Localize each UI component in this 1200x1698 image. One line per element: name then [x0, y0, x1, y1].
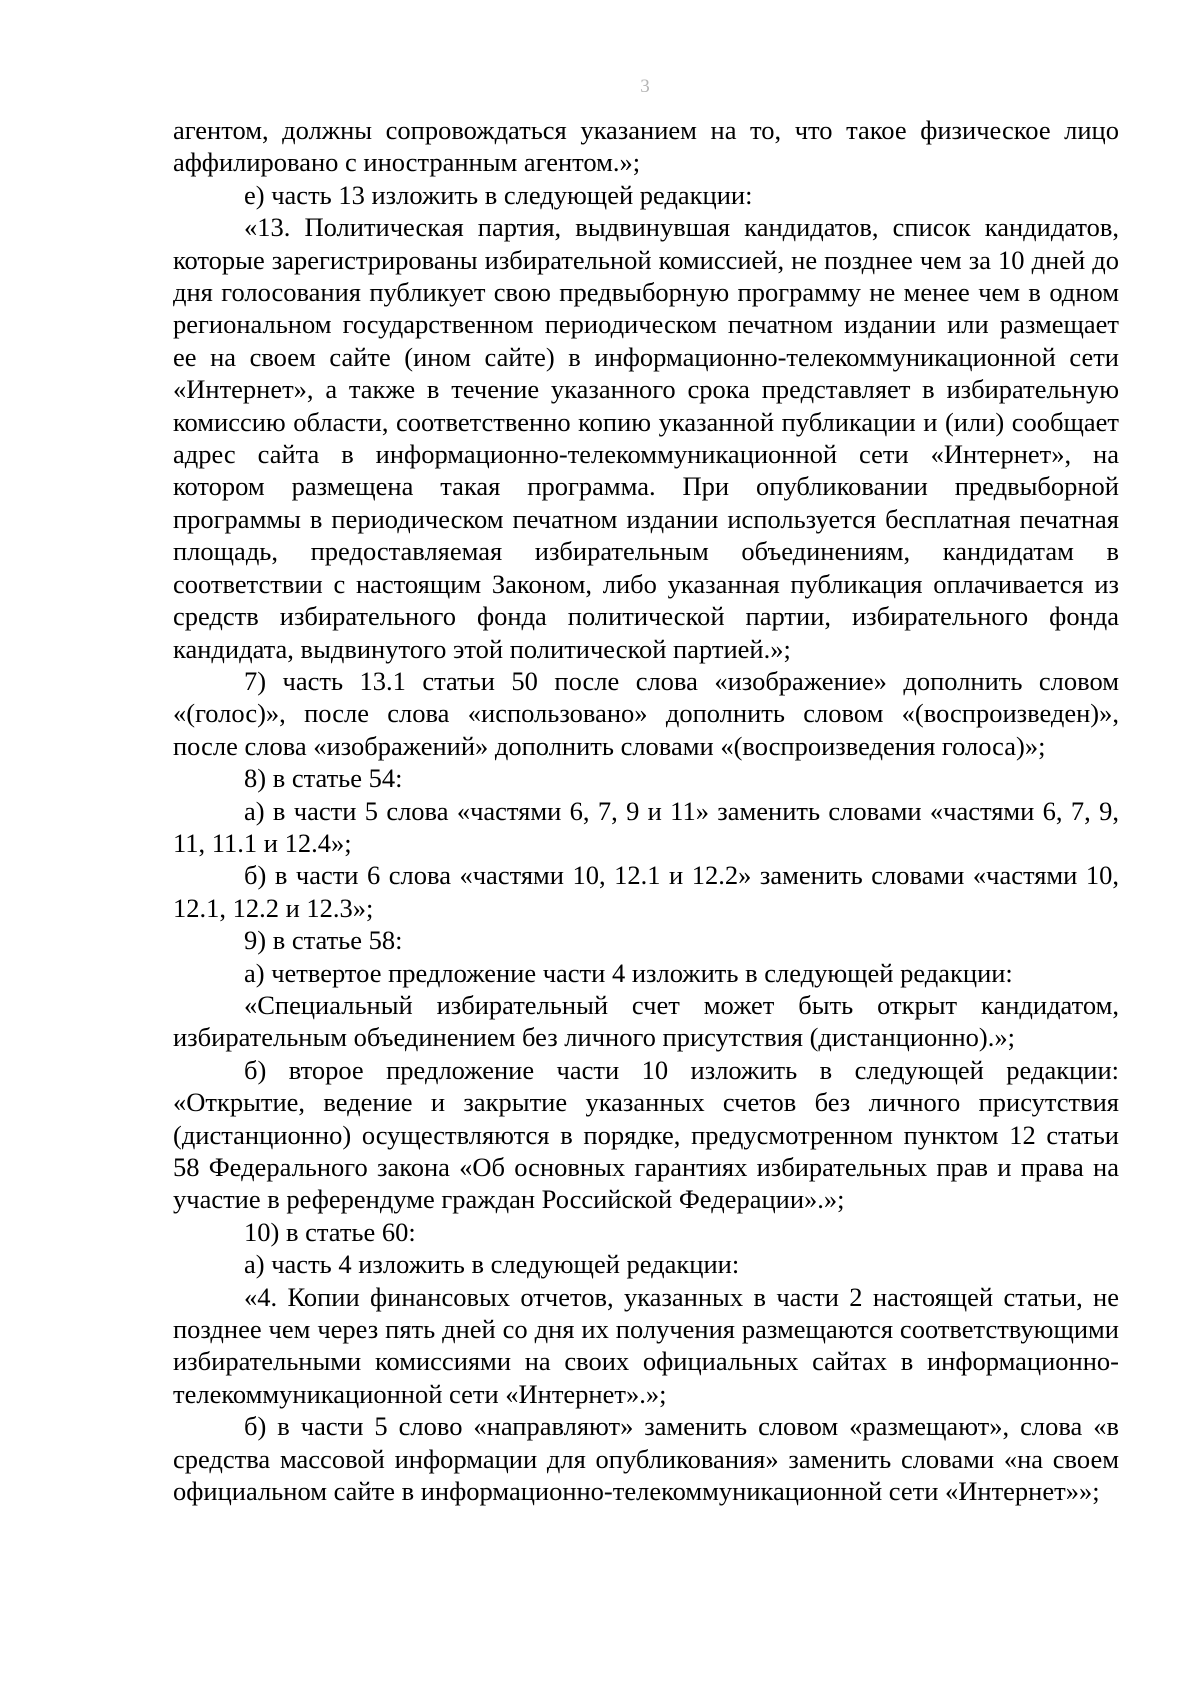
- paragraph: «Специальный избирательный счет может быть открыт кандидатом, избирательным объединением без личного присутствия (дистанционно).»;: [173, 989, 1119, 1053]
- paragraph: 10) в статье 60:: [244, 1216, 416, 1247]
- paragraph: «13. Политическая партия, выдвинувшая кандидатов, список кандидатов, которые зарегистрированы избирательной комиссией, не позднее чем за 10 дней до дня голосования публикует свою предвыборную программу не менее чем в одном региональном государственном периодическом печатном издании или размещает ее на своем сайте (ином сайте) в информационно-телекоммуникационной сети «Интернет», а также в течение указанного срока представляет в избирательную комиссию области, соответственно копию указанной публикации и (или) сообщает адрес сайта в информационно-телекоммуникационной сети «Интернет», на котором размещена такая программа. При опубликовании предвыборной программы в периодическом печатном издании используется бесплатная печатная площадь, предоставляемая избирательным объединениям, кандидатам в соответствии с настоящим Законом, либо указанная публикация оплачивается из средств избирательного фонда политической партии, избирательного фонда кандидата, выдвинутого этой политической партией.»;: [173, 212, 1119, 664]
- paragraph: б) в части 5 слово «направляют» заменить словом «размещают», слова «в средства массовой информации для опубликования» заменить словами «на своем официальном сайте в информационно-телекоммуникационной сети «Интернет»»;: [173, 1411, 1119, 1507]
- paragraph: б) второе предложение части 10 изложить в следующей редакции: «Открытие, ведение и закрытие указанных счетов без личного присутствия (дистанционно) осуществляются в порядке, предусмотренном пунктом 12 статьи 58 Федерального закона «Об основных гарантиях избирательных прав и права на участие в референдуме граждан Российской Федерации».»;: [173, 1054, 1119, 1215]
- paragraph: 9) в статье 58:: [244, 925, 403, 956]
- document-body: [173, 114, 1119, 1507]
- paragraph: б) в части 6 слова «частями 10, 12.1 и 12.2» заменить словами «частями 10, 12.1, 12.2 и 12.3»;: [173, 860, 1119, 923]
- paragraph: 8) в статье 54:: [244, 763, 403, 794]
- paragraph: 7) часть 13.1 статьи 50 после слова «изображение» дополнить словом «(голос)», после слова «использовано» дополнить словом «(воспроизведен)», после слова «изображений» дополнить словами «(воспроизведения голоса)»;: [173, 665, 1119, 761]
- paragraph: а) четвертое предложение части 4 изложить в следующей редакции:: [244, 957, 1013, 988]
- page-number: 3: [640, 76, 650, 97]
- paragraph: а) в части 5 слова «частями 6, 7, 9 и 11» заменить словами «частями 6, 7, 9, 11, 11.1 и 12.4»;: [173, 795, 1119, 858]
- paragraph: «4. Копии финансовых отчетов, указанных в части 2 настоящей статьи, не позднее чем через пять дней со дня их получения размещаются соответствующими избирательными комиссиями на своих официальных сайтах в информационно-телекоммуникационной сети «Интернет».»;: [173, 1281, 1119, 1409]
- paragraph: а) часть 4 изложить в следующей редакции:: [244, 1249, 740, 1280]
- paragraph: е) часть 13 изложить в следующей редакции:: [244, 179, 753, 210]
- paragraph: агентом, должны сопровождаться указанием на то, что такое физическое лицо аффилировано с иностранным агентом.»;: [173, 115, 1119, 178]
